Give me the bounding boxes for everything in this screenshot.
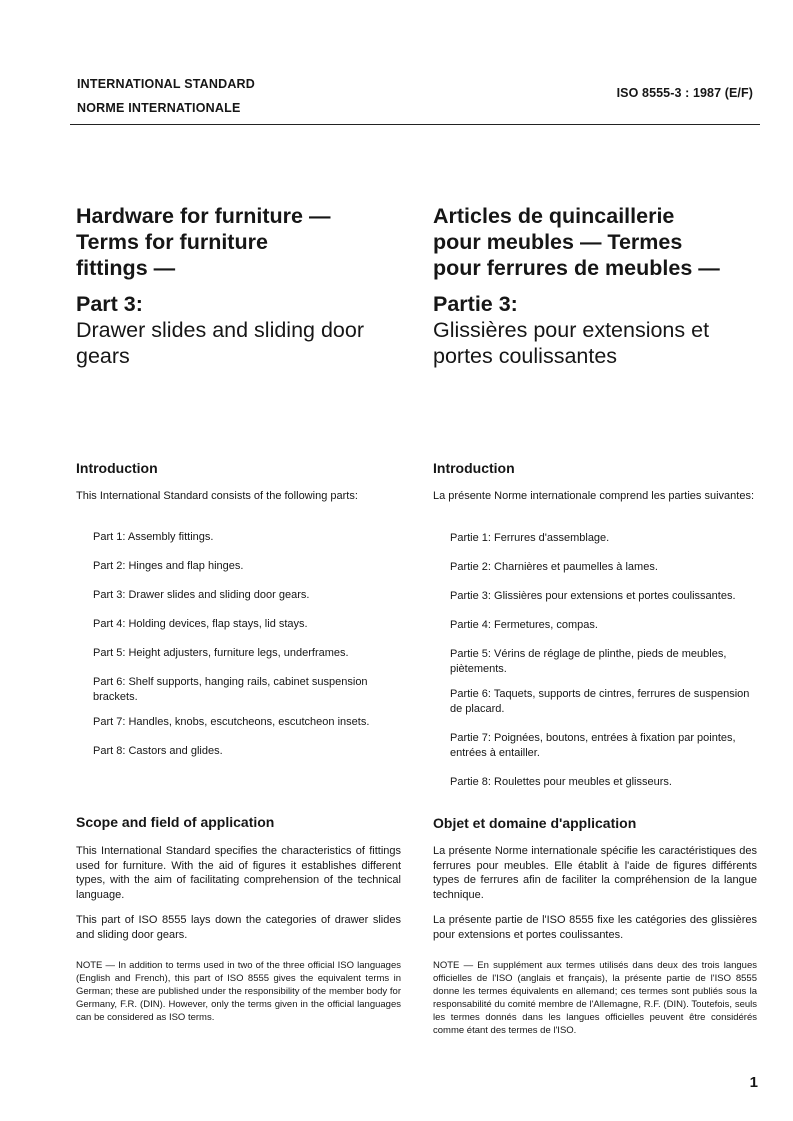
- english-column: [76, 203, 406, 1023]
- part-label-fr: Partie 3:: [433, 292, 518, 316]
- scope-paragraph-en: This part of ISO 8555 lays down the categories of drawer slides and sliding door gears.: [76, 914, 401, 941]
- introduction-text-fr: La présente Norme internationale comprend les parties suivantes:: [433, 490, 755, 502]
- subtitle-fr: [433, 317, 763, 369]
- title-en: [76, 203, 406, 281]
- part-list-item: Partie 7: Poignées, boutons, entrées à fixation par pointes, entrées à entailler.: [450, 732, 736, 759]
- title-fr: [433, 203, 763, 281]
- title-line: Hardware for furniture —: [76, 204, 331, 228]
- standard-label-en: INTERNATIONAL STANDARD: [77, 77, 256, 91]
- note-en: NOTE — In addition to terms used in two of the three official ISO languages (English and French), this part of ISO 8555 gives the equivalent terms in German; these are published under the responsibility of the member body for Germany, F.R. (DIN). However, only the terms given in the official languages can be considered as ISO terms.: [76, 960, 401, 1023]
- french-column: [433, 203, 763, 1036]
- part-list-item: Part 7: Handles, knobs, escutcheons, escutcheon insets.: [93, 716, 370, 728]
- note-fr: NOTE — En supplément aux termes utilisés dans deux des trois langues officielles de l'ISO (anglais et français), la présente partie de l'ISO 8555 donne les termes équivalents en allemand; ces termes sont publiés sous la responsabilité du comité membre de l'Allemagne, R.F. (DIN). Toutefois, seuls les termes donnés dans les langues officielles peuvent être considérés comme étant des termes de l'ISO.: [433, 960, 757, 1036]
- standard-header: [77, 72, 255, 120]
- part-list-item: Part 6: Shelf supports, hanging rails, cabinet suspension brackets.: [93, 676, 368, 703]
- part-list-item: Partie 3: Glissières pour extensions et portes coulissantes.: [450, 590, 736, 602]
- subtitle-en: [76, 317, 406, 369]
- title-line: Articles de quincaillerie: [433, 204, 675, 228]
- part-list-item: Part 5: Height adjusters, furniture legs, underframes.: [93, 647, 349, 659]
- subtitle-line: gears: [76, 344, 130, 368]
- subtitle-line: Glissières pour extensions et: [433, 318, 710, 342]
- introduction-heading-fr: Introduction: [433, 460, 515, 476]
- part-list-item: Partie 8: Roulettes pour meubles et glisseurs.: [450, 776, 672, 788]
- part-list-item: Part 3: Drawer slides and sliding door gears.: [93, 589, 310, 601]
- header-divider: [70, 124, 760, 125]
- part-list-item: Partie 5: Vérins de réglage de plinthe, pieds de meubles, piètements.: [450, 648, 727, 675]
- introduction-text-en: This International Standard consists of the following parts:: [76, 490, 358, 502]
- part-label-en: Part 3:: [76, 292, 143, 316]
- title-line: pour ferrures de meubles —: [433, 256, 720, 280]
- part-list-item: Part 4: Holding devices, flap stays, lid stays.: [93, 618, 308, 630]
- introduction-heading-en: Introduction: [76, 460, 158, 476]
- scope-heading-fr: Objet et domaine d'application: [433, 815, 637, 831]
- part-list-item: Partie 6: Taquets, supports de cintres, ferrures de suspension de placard.: [450, 688, 750, 715]
- iso-reference: ISO 8555-3 : 1987 (E/F): [616, 86, 753, 100]
- title-line: pour meubles — Termes: [433, 230, 683, 254]
- scope-paragraph-fr: La présente partie de l'ISO 8555 fixe les catégories des glissières pour extensions et portes coulissantes.: [433, 914, 757, 941]
- title-line: fittings —: [76, 256, 176, 280]
- part-list-item: Part 8: Castors and glides.: [93, 745, 223, 757]
- page-number: 1: [749, 1074, 758, 1091]
- part-list-item: Part 1: Assembly fittings.: [93, 531, 214, 543]
- part-list-item: Partie 1: Ferrures d'assemblage.: [450, 532, 610, 544]
- title-line: Terms for furniture: [76, 230, 268, 254]
- subtitle-line: portes coulissantes: [433, 344, 618, 368]
- scope-paragraph-fr: La présente Norme internationale spécifie les caractéristiques des ferrures pour meubles. Elle établit à l'aide de figures différents types de ferrures afin de faciliter la compréhension de la langue technique.: [433, 845, 757, 901]
- standard-label-fr: NORME INTERNATIONALE: [77, 101, 241, 115]
- part-list-item: Part 2: Hinges and flap hinges.: [93, 560, 244, 572]
- part-list-item: Partie 4: Fermetures, compas.: [450, 619, 598, 631]
- part-list-item: Partie 2: Charnières et paumelles à lames.: [450, 561, 658, 573]
- scope-heading-en: Scope and field of application: [76, 814, 275, 830]
- scope-paragraph-en: This International Standard specifies the characteristics of fittings used for furniture. With the aid of figures it establishes different types, with the aim of facilitating comprehension of the technical language.: [76, 845, 401, 901]
- subtitle-line: Drawer slides and sliding door: [76, 318, 365, 342]
